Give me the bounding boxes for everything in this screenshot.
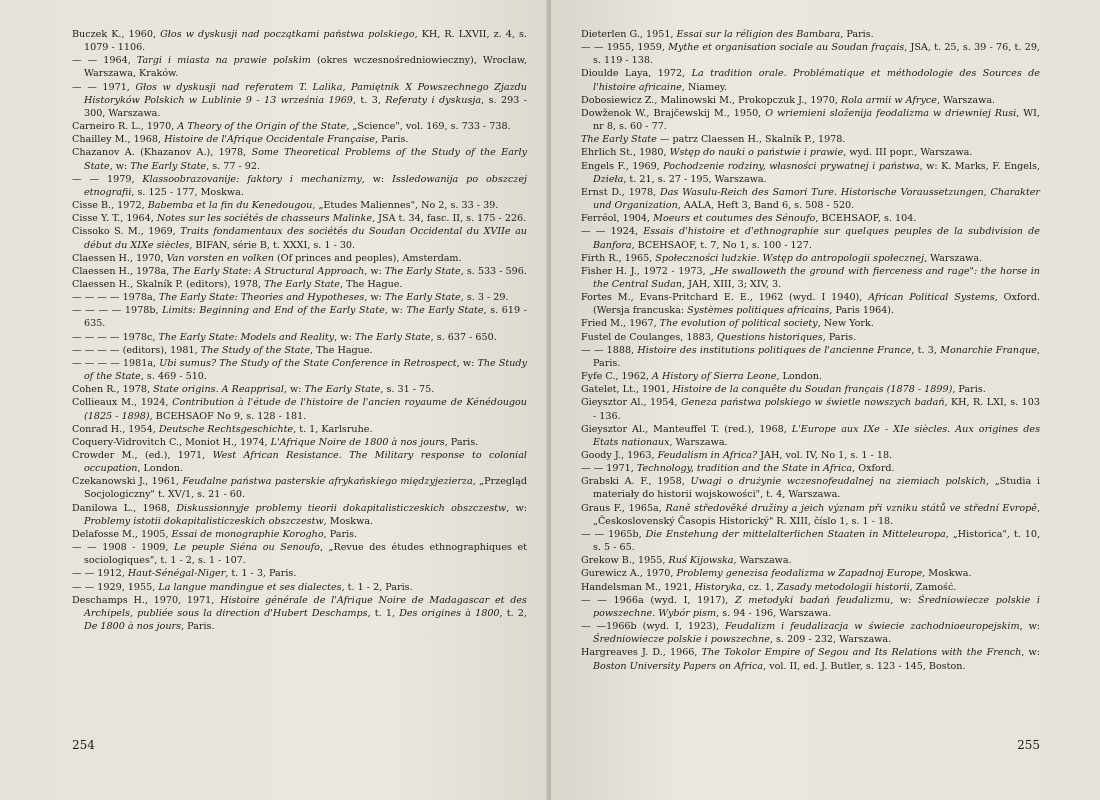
entry-text: , w: — [283, 384, 305, 396]
entry-text: , JAH, XIII, 3; XIV, 3. — [682, 278, 782, 290]
bibliography-entry — [72, 199, 527, 212]
entry-title: Raně středověké družiny a jeich význam při vzniku států ve střední Evropě — [665, 502, 1037, 514]
entry-title: A Theory of the Origin of the State — [177, 121, 347, 133]
bibliography-entry — [72, 528, 527, 541]
bibliography-entry — [72, 225, 527, 251]
entry-text: , t. 21, s. 27 - 195, Warszawa. — [623, 173, 767, 185]
entry-text: Coquery-Vidrovitch C., Moniot H., 1974, — [72, 436, 271, 448]
entry-text: , Paris. — [375, 134, 409, 146]
entry-title: State origins. A Reapprisal — [153, 384, 284, 396]
entry-title: A History of Sierra Leone — [652, 371, 777, 383]
bibliography-entry — [581, 225, 1040, 251]
entry-title: Histoire de la conquête du Soudan français (1878 - 1899) — [672, 384, 953, 396]
bibliography-entry — [72, 212, 527, 225]
entry-text: — — 1888, — [581, 344, 638, 356]
entry-text: Delafosse M., 1905, — [72, 528, 172, 540]
entry-text: , „Studia i materiały do historii wojskowości", t. 4, Warszawa. — [593, 476, 1040, 501]
entry-title: Mythe et organisation sociale au Soudan fraçais — [668, 42, 905, 54]
entry-title: Z metodyki badań feudalizmu — [735, 594, 891, 606]
entry-text: Cisse B., 1972, — [72, 200, 148, 212]
entry-text: Fried M., 1967, — [581, 318, 660, 330]
bibliography-entry — [581, 396, 1040, 422]
entry-text: — — 1908 - 1909, — [72, 542, 174, 554]
entry-title: Histoire générale de l'Afrique Noire de Madagascar et des Archipels, publiée sous la direction d'Hubert Deschamps — [84, 594, 527, 619]
entry-text: , w: — [1021, 647, 1040, 659]
entry-text: , Paris. — [323, 528, 358, 540]
entry-text: , t. 1, — [367, 607, 400, 619]
entry-text: — — — — 1978b, — [72, 305, 163, 317]
bibliography-list-right — [581, 28, 1040, 673]
entry-text: Crowder M., (ed.), 1971, — [72, 450, 213, 461]
entry-text: , Warszawa. — [669, 436, 728, 448]
entry-text: Fyfe C., 1962, — [581, 371, 653, 383]
entry-text: Cissoko S. M., 1969, — [72, 226, 181, 238]
entry-text: Gieysztor Al., Manteuffel T. (red.), 1968, — [581, 423, 792, 435]
entry-text: , London. — [776, 371, 822, 383]
bibliography-entry — [581, 567, 1040, 580]
entry-title: The Early State — [384, 265, 461, 277]
entry-text: , AALA, Heft 3, Band 6, s. 508 - 520. — [677, 200, 855, 212]
entry-text: , w: — [1019, 621, 1041, 633]
entry-title: Głos w dyskusji nad początkami państwa polskiego — [160, 29, 415, 40]
entry-title: Targi i miasta na prawie polskim — [136, 55, 311, 67]
entry-text: Conrad H., 1954, — [72, 423, 159, 435]
entry-title: The Study of the State — [200, 344, 311, 356]
bibliography-entry — [72, 423, 527, 436]
entry-title: Feudalne państwa pasterskie afrykańskiego międzyjezierza — [182, 476, 473, 488]
entry-text: Claessen H., Skalník P. (editors), 1978, — [72, 278, 265, 290]
bibliography-entry — [72, 173, 527, 199]
entry-text: , t. 1 - 2, Paris. — [341, 581, 413, 593]
bibliography-entry — [581, 423, 1040, 449]
entry-title: The evolution of political society — [659, 318, 818, 330]
bibliography-entry — [581, 160, 1040, 186]
bibliography-entry — [72, 502, 527, 528]
bibliography-entry — [581, 265, 1040, 291]
entry-title: Histoire de l'Afrique Occidentale Française — [164, 134, 375, 146]
entry-text: — — 1912, — [72, 568, 128, 580]
entry-text: — — 1966a (wyd. I, 1917), — [581, 594, 735, 606]
entry-title: Rola armii w Afryce — [840, 94, 937, 106]
bibliography-entry — [581, 370, 1040, 383]
entry-text: , London. — [137, 463, 184, 475]
entry-title: Questions historiques — [716, 331, 823, 343]
entry-text: , JSA t. 34, fasc. II, s. 175 - 226. — [372, 213, 527, 225]
entry-text: , „Revue des études ethnographiques et sociologiques", t. 1 - 2, s. 1 - 107. — [84, 542, 527, 567]
bibliography-entry — [72, 28, 527, 54]
entry-title: Deutsche Rechtsgeschichte — [158, 423, 294, 435]
bibliography-entry — [581, 449, 1040, 462]
entry-title: Le peuple Siéna ou Senoufo — [174, 542, 320, 554]
entry-title: West African Resistance. The Military response to colonial occupation — [84, 450, 527, 475]
bibliography-entry — [581, 28, 1040, 41]
entry-text: , „Historica", t. 10, s. 5 - 65. — [593, 528, 1040, 554]
page-number-left: 254 — [72, 738, 95, 752]
entry-title: Babemba et la fin du Kenedougou — [147, 200, 313, 212]
entry-text: , Moskwa. — [323, 515, 374, 527]
entry-text: , The Hague. — [339, 278, 403, 290]
entry-title: Systèmes politiques africains — [687, 305, 830, 317]
bibliography-entry — [581, 383, 1040, 396]
entry-text: Ernst D., 1978, — [581, 186, 660, 198]
entry-text: Grekow B., 1955, — [581, 555, 669, 567]
entry-title: Van vorsten en volken — [166, 252, 274, 264]
entry-text: , w: — [506, 502, 527, 514]
bibliography-entry — [581, 594, 1040, 620]
entry-text: , Zamość. — [909, 581, 957, 593]
entry-text: , w: — [890, 594, 919, 606]
entry-text: , s. 469 - 510. — [140, 371, 207, 383]
entry-text: , Moskwa. — [922, 568, 972, 580]
entry-text: , BCEHSAOF, s. 104. — [815, 213, 917, 225]
entry-title: Histoire des institutions politiques de l'ancienne France — [637, 344, 912, 356]
entry-title: The Study of the State — [84, 357, 527, 383]
bibliography-entry — [72, 146, 527, 172]
bibliography-entry — [581, 646, 1040, 672]
entry-text: Fortes M., Evans-Pritchard E. E., 1962 (wyd. I 1940), — [581, 292, 869, 304]
bibliography-entry — [581, 528, 1040, 554]
entry-text: Buczek K., 1960, — [72, 29, 161, 40]
bibliography-entry — [581, 67, 1040, 93]
entry-text: , Paris. — [444, 436, 479, 448]
entry-title: Diskussionnyje problemy tieorii dokapitalisticzeskich obszczestw — [176, 502, 507, 514]
entry-text: Gieysztor Al., 1954, — [581, 397, 681, 409]
entry-text: Claessen H., 1970, — [72, 252, 167, 264]
entry-text: , Oxford. (Wersja francuska: — [593, 292, 1041, 317]
entry-title: Limits: Beginning and End of the Early State — [162, 305, 385, 317]
bibliography-entry — [72, 278, 527, 291]
bibliography-entry — [581, 331, 1040, 344]
entry-title: Historyka — [694, 581, 743, 593]
entry-text: , w: — [364, 265, 385, 277]
bibliography-entry — [581, 41, 1040, 67]
bibliography-entry — [581, 186, 1040, 212]
entry-text: , t. 1, Karlsruhe. — [293, 423, 373, 435]
entry-text: Deschamps H., 1970, 1971, — [72, 594, 221, 606]
entry-text: Chailley M., 1968, — [72, 134, 165, 146]
entry-text: — patrz Claessen H., Skalník P., 1978. — [656, 134, 846, 146]
entry-text: , Paris. — [952, 384, 986, 396]
entry-title: Ubi sumus? The Study of the State Conference in Retrospect — [159, 357, 457, 369]
entry-title: Problemy genezisa feodalizma w Zapadnoj Europe — [676, 568, 923, 580]
entry-text: Czekanowski J., 1961, — [72, 476, 183, 488]
entry-text: Ehrlich St., 1980, — [581, 147, 670, 159]
bibliography-entry — [581, 620, 1040, 646]
entry-text: Cohen R., 1978, — [72, 384, 154, 396]
entry-text: — —1966b (wyd. I, 1923), — [581, 621, 726, 633]
bibliography-entry — [581, 502, 1040, 528]
entry-title: Technology, tradition and the State in Africa — [636, 463, 853, 475]
bibliography-entry — [581, 94, 1040, 107]
entry-text: , Paris. — [593, 344, 1040, 369]
entry-title: The Early State — [581, 134, 657, 146]
entry-text: Firth R., 1965, — [581, 252, 656, 264]
entry-text: , w: — [361, 173, 393, 185]
entry-text: Fustel de Coulanges, 1883, — [581, 331, 717, 343]
entry-title: African Political Systems — [868, 292, 995, 304]
bibliography-entry — [581, 107, 1040, 133]
bibliography-entry — [72, 252, 527, 265]
entry-title: Notes sur les sociétés de chasseurs Malinke — [156, 213, 373, 225]
entry-title: Głos w dyskusji nad referatem T. Lalika, Pamiętnik X Powszechnego Zjazdu Historyków Polskich w Lublinie 9 - 13 września 1969 — [84, 81, 527, 106]
entry-text: , Oxford. — [852, 463, 895, 475]
entry-title: Referaty i dyskusja — [385, 94, 482, 106]
entry-text: , Paris. — [822, 331, 857, 343]
entry-text: — — — — 1978a, — [72, 292, 159, 304]
bibliography-entry — [72, 133, 527, 146]
entry-text: , „Etudes Maliennes", No 2, s. 33 - 39. — [312, 200, 499, 212]
bibliography-entry — [581, 291, 1040, 317]
entry-text: , JSA, t. 25, s. 39 - 76, t. 29, s. 119 - 138. — [593, 42, 1040, 67]
bibliography-entry — [72, 120, 527, 133]
bibliography-entry — [72, 304, 527, 330]
entry-title: Zasady metodologii historii — [776, 581, 910, 593]
entry-text: , KH, R. LXI, s. 103 - 136. — [593, 397, 1040, 422]
entry-title: Contribution à l'étude de l'histoire de l'ancien royaume de Kénédougou (1825 - 1898) — [84, 397, 527, 422]
entry-title: Średniowiecze polskie i powszechne. Wybór pism — [593, 594, 1041, 619]
entry-title: Das Wasulu-Reich des Samori Ture. Historische Voraussetzungen, Charakter und Organization — [593, 186, 1040, 212]
entry-text: , Paris 1964). — [829, 305, 895, 317]
entry-text: Collieaux M., 1924, — [72, 397, 173, 409]
entry-text: Engels F., 1969, — [581, 160, 664, 172]
entry-title: The Early State — [354, 331, 431, 343]
entry-title: Die Enstehung der mittelalterlichen Staaten in Mitteleuropa — [645, 528, 946, 540]
entry-text: Dowženok W., Brajčewskij M., 1950, — [581, 107, 766, 119]
entry-text: , Warszawa. — [936, 94, 996, 106]
bibliography-entry — [581, 581, 1040, 594]
entry-title: The Early State — [384, 292, 461, 304]
bibliography-entry — [72, 436, 527, 449]
entry-text: , „Science", vol. 169, s. 733 - 738. — [346, 121, 511, 133]
entry-text: Dieterlen G., 1951, — [581, 29, 677, 40]
bibliography-entry — [72, 475, 527, 501]
bibliography-entry — [72, 581, 527, 594]
entry-text: , s. 125 - 177, Moskwa. — [131, 186, 244, 198]
entry-text: Cisse Y. T., 1964, — [72, 213, 157, 225]
entry-text: , The Hague. — [310, 344, 373, 356]
bibliography-entry — [72, 265, 527, 278]
entry-text: , BIFAN, série B, t. XXXI, s. 1 - 30. — [189, 239, 356, 251]
entry-text: — — — — 1978c, — [72, 331, 159, 343]
entry-title: Haut-Sénégal-Niger — [127, 568, 226, 580]
entry-text: , Niamey. — [681, 81, 728, 93]
entry-text: — — 1979, — [72, 173, 143, 185]
entry-title: The Early State: Theories and Hypotheses — [158, 292, 365, 304]
entry-text: — — 1971, — [581, 463, 637, 475]
entry-text: , „Československý Časopis Historický" R. XIII, číslo 1, s. 1 - 18. — [593, 502, 1040, 527]
entry-text: , WI, nr 8, s. 60 - 77. — [593, 107, 1040, 133]
entry-title: Społeczności ludzkie. Wstęp do antropologii społecznej — [655, 252, 925, 264]
entry-text: , Paris. — [181, 621, 215, 633]
entry-text: , w: — [109, 160, 131, 172]
entry-text: , Paris. — [840, 29, 874, 40]
entry-text: , s. 619 - 635. — [84, 305, 527, 330]
entry-title: O wriemieni složenija feodalizma w driewniej Rusi — [765, 107, 1017, 119]
entry-text: Hargreaves J. D., 1966, — [581, 647, 702, 659]
entry-text: , s. 77 - 92. — [206, 160, 261, 172]
entry-text: , cz. 1, — [742, 581, 777, 593]
bibliography-entry — [72, 54, 527, 80]
bibliography-entry — [581, 462, 1040, 475]
bibliography-entry — [72, 344, 527, 357]
entry-title: Średniowiecze polskie i powszechne — [593, 634, 770, 646]
entry-title: Moeurs et coutumes des Sénoufo — [653, 213, 816, 225]
right-page — [551, 0, 1100, 800]
entry-text: , w: — [456, 357, 478, 369]
bibliography-entry — [72, 594, 527, 633]
bibliography-entry — [72, 567, 527, 580]
entry-text: — — — — 1981a, — [72, 357, 160, 369]
entry-text: , t. 3, — [352, 94, 386, 106]
entry-title: Monarchie Franque — [940, 344, 1037, 356]
bibliography-entry — [72, 357, 527, 383]
entry-text: , s. 533 - 596. — [460, 265, 527, 277]
entry-title: The Tokolor Empire of Segou and Its Relations with the French — [701, 647, 1022, 659]
entry-text: Handelsman M., 1921, — [581, 581, 695, 593]
entry-text: Ferréol, 1904, — [581, 213, 654, 225]
bibliography-entry — [72, 541, 527, 567]
entry-text: , w: K. Marks, F. Engels, — [919, 160, 1040, 172]
bibliography-entry — [72, 383, 527, 396]
entry-text: — — 1964, — [72, 55, 137, 67]
entry-title: La langue mandingue et ses dialectes — [158, 581, 342, 593]
bibliography-entry — [72, 291, 527, 304]
entry-title: The Early State: A Structural Approach — [172, 265, 365, 277]
entry-text: , Warszawa. — [924, 252, 983, 264]
entry-title: Problemy istotii dokapitalisticzeskich obszczestw — [84, 515, 324, 527]
entry-text: JAH, vol. IV, No 1, s. 1 - 18. — [757, 450, 893, 461]
entry-title: Some Theoretical Problems of the Study of the Early State — [84, 147, 527, 172]
entry-text: Goody J., 1963, — [581, 450, 658, 461]
entry-title: Dzieła — [593, 173, 624, 185]
entry-title: Pochodzenie rodziny, własności prywatnej i państwa — [663, 160, 920, 172]
entry-text: , s. 94 - 196, Warszawa. — [716, 607, 832, 619]
entry-title: Essai sur la réligion des Bambara — [676, 29, 841, 40]
entry-title: Essai de monographie Korogho — [171, 528, 324, 540]
entry-text: , t. 1 - 3, Paris. — [225, 568, 297, 580]
entry-text: Fisher H. J., 1972 - 1973, — [581, 265, 710, 277]
bibliography-entry — [581, 212, 1040, 225]
entry-title: The Early State — [406, 305, 484, 317]
bibliography-entry — [581, 252, 1040, 265]
entry-text: Danilowa L., 1968, — [72, 502, 177, 514]
entry-title: L'Afrique Noire de 1800 à nos jours — [270, 436, 445, 448]
entry-text: , KH, R. LXVII, z. 4, s. 1079 - 1106. — [84, 29, 527, 54]
entry-title: Uwagi o drużynie wczesnofeudalnej na ziemiach polskich — [690, 476, 986, 488]
bibliography-entry — [72, 396, 527, 422]
bibliography-entry — [72, 449, 527, 475]
entry-text: , BCEHSAOF No 9, s. 128 - 181. — [149, 410, 307, 422]
entry-text: Dobosiewicz Z., Malinowski M., Prokopczuk J., 1970, — [581, 94, 841, 106]
entry-title: The Early State — [304, 384, 381, 396]
entry-text: , Warszawa. — [733, 555, 792, 567]
entry-text: , w: — [364, 292, 385, 304]
entry-text: Chazanov A. (Khazanov A.), 1978, — [72, 147, 252, 159]
entry-text: , BCEHSAOF, t. 7, No 1, s. 100 - 127. — [631, 239, 812, 251]
entry-text: , s. 637 - 650. — [430, 331, 497, 343]
entry-text: , New York. — [817, 318, 874, 330]
entry-title: Ruś Kijowska — [668, 555, 734, 567]
entry-text: Gatelet, Lt., 1901, — [581, 384, 673, 396]
entry-text: , t. 2, — [499, 607, 527, 619]
bibliography-entry — [581, 317, 1040, 330]
entry-title: Feudalism in Africa? — [657, 450, 758, 461]
entry-title: Boston University Papers on Africa — [593, 660, 764, 672]
entry-text: (Of princes and peoples), Amsterdam. — [273, 252, 462, 264]
bibliography-list-left — [72, 28, 527, 633]
entry-text: , w: — [384, 305, 407, 317]
entry-title: „He swalloweth the ground with fierceness and rage": the horse in the Central Sudan — [593, 265, 1040, 290]
entry-title: Klassoobrazovanije: faktory i mechanizmy — [142, 173, 362, 185]
entry-title: Des origines à 1800 — [399, 607, 500, 619]
bibliography-entry — [581, 146, 1040, 159]
entry-text: — — 1971, — [72, 81, 136, 93]
entry-text: , t. 3, — [911, 344, 941, 356]
entry-title: Issledowanija po obszczej etnografii — [84, 173, 527, 198]
entry-text: — — 1929, 1955, — [72, 581, 159, 593]
entry-text: , w: — [334, 331, 355, 343]
entry-title: Essais d'histoire et d'ethnographie sur quelques peuples de la subdivision de Banfora — [593, 226, 1040, 251]
entry-text: — — 1924, — [581, 226, 644, 238]
bibliography-entry — [581, 554, 1040, 567]
page-number-right: 255 — [1017, 738, 1040, 752]
entry-text: , s. 31 - 75. — [380, 384, 435, 396]
entry-title: L'Europe aux IXe - XIe siècles. Aux origines des Etats nationaux — [593, 423, 1040, 448]
bibliography-entry — [581, 133, 1040, 146]
entry-title: Wstęp do nauki o państwie i prawie — [669, 147, 844, 159]
entry-text: , s. 209 - 232, Warszawa. — [769, 634, 892, 646]
entry-title: Traits fondamentaux des sociétés du Soudan Occidental du XVIIe au début du XIXe siècles — [84, 226, 527, 251]
entry-text: Carneiro R. L., 1970, — [72, 121, 178, 133]
entry-text: — — — — (editors), 1981, — [72, 344, 201, 356]
entry-title: The Early State: Models and Reality — [158, 331, 335, 343]
entry-text: , „Przegląd Socjologiczny" t. XV/1, s. 21 - 60. — [84, 476, 527, 501]
entry-text: Graus F., 1965a, — [581, 502, 666, 514]
bibliography-entry — [72, 81, 527, 120]
entry-text: , s. 293 - 300, Warszawa. — [84, 94, 527, 119]
entry-text: , wyd. III popr., Warszawa. — [843, 147, 973, 159]
entry-text: — — 1955, 1959, — [581, 42, 669, 54]
bibliography-entry — [72, 331, 527, 344]
entry-title: La tradition orale. Problématique et méthodologie des Sources de l'histoire africaine — [593, 68, 1040, 93]
bibliography-entry — [581, 475, 1040, 501]
bibliography-entry — [581, 344, 1040, 370]
entry-text: , vol. II, ed. J. Butler, s. 123 - 145, Boston. — [763, 660, 966, 672]
entry-title: Geneza państwa polskiego w świetle nowszych badań — [680, 397, 945, 409]
left-page — [0, 0, 549, 800]
entry-text: Claessen H., 1978a, — [72, 265, 173, 277]
entry-text: Grabski A. F., 1958, — [581, 476, 691, 488]
entry-text: — — 1965b, — [581, 528, 646, 540]
entry-text: Dioulde Laya, 1972, — [581, 68, 692, 80]
entry-text: Gurewicz A., 1970, — [581, 568, 677, 580]
entry-text: (okres wczesnośredniowieczny), Wrocław, Warszawa, Kraków. — [84, 55, 528, 80]
entry-title: Feudalizm i feudalizacja w świecie zachodnioeuropejskim — [725, 621, 1020, 633]
entry-text: , s. 3 - 29. — [460, 292, 509, 304]
entry-title: The Early State — [130, 160, 207, 172]
entry-title: De 1800 à nos jours — [84, 621, 182, 633]
entry-title: The Early State — [264, 278, 340, 290]
